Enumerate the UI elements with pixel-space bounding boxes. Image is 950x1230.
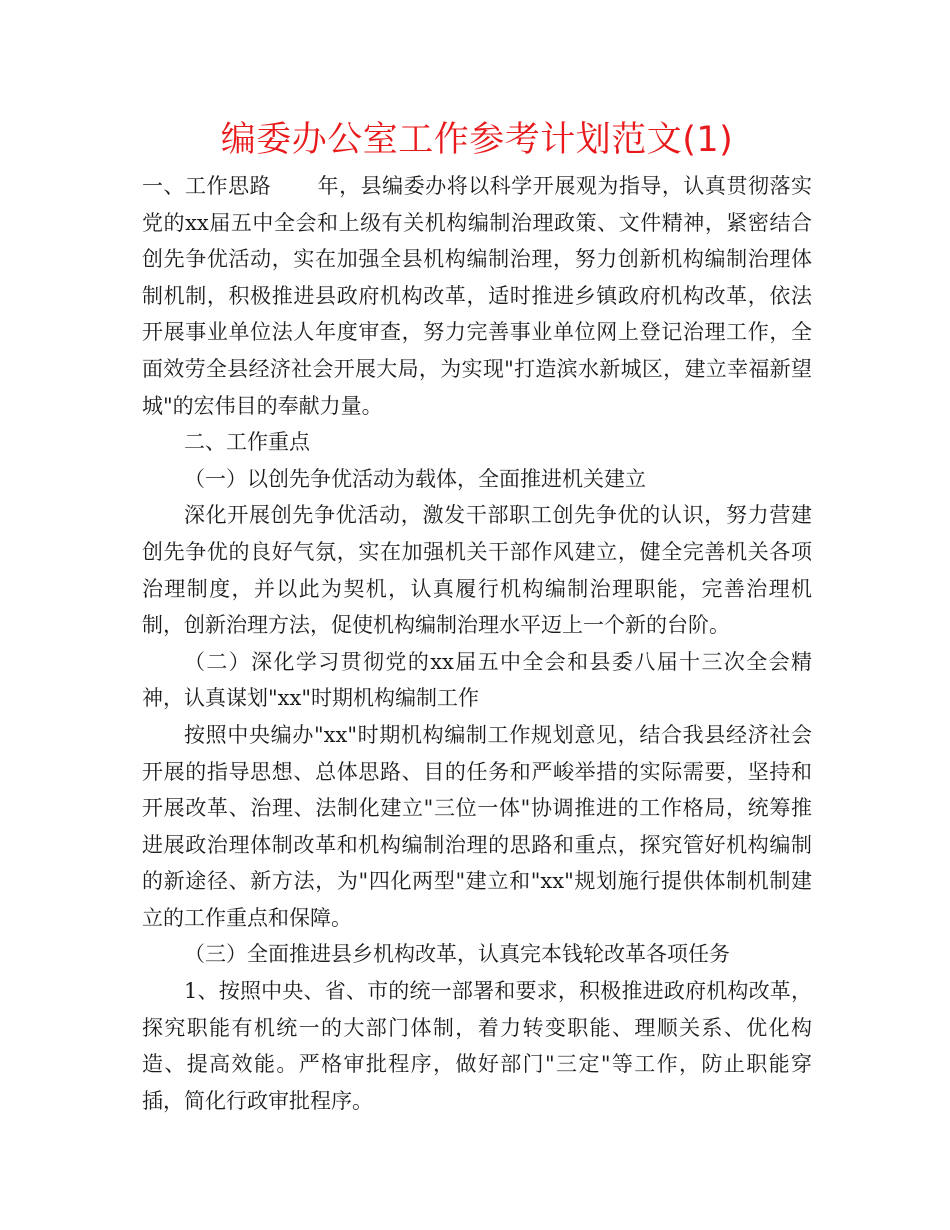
intro-paragraph [142, 168, 812, 424]
subsection-heading-3: （三）全面推进县乡机构改革，认真完本钱轮改革各项任务 [184, 942, 730, 967]
body-paragraph-1: 深化开展创先争优活动，激发干部职工创先争优的认识，努力营建创先争优的良好气氛，实在加强机关干部作风建立，健全完善机关各项治理制度，并以此为契机，认真履行机构编制治理职能，完善治理机制，创新治理方法，促使机构编制治理水平迈上一个新的台阶。 [142, 503, 812, 638]
body-paragraph-3: 1、按照中央、省、市的统一部署和要求，积极推进政府机构改革，探究职能有机统一的大部门体制，着力转变职能、理顺关系、优化构造、提高效能。严格审批程序，做好部门"三定"等工作，防止职能穿插，简化行政审批程序。 [142, 979, 812, 1113]
intro-text: 年，县编委办将以科学开展观为指导，认真贯彻落实党的xx届五中全会和上级有关机构编制治理政策、文件精神，紧密结合创先争优活动，实在加强全县机构编制治理，努力创新机构编制治理体制机制，积极推进县政府机构改革，适时推进乡镇政府机构改革，依法开展事业单位法人年度审查，努力完善事业单位网上登记治理工作，全面效劳全县经济社会开展大局，为实现"打造滨水新城区，建立幸福新望城"的宏伟目的奉献力量。 [142, 174, 813, 418]
subsection-heading-1: （一）以创先争优活动为载体，全面推进机关建立 [184, 466, 646, 491]
subsection-heading-2: （二）深化学习贯彻党的xx届五中全会和县委八届十三次全会精神，认真谋划"xx"时期机构编制工作 [142, 649, 812, 711]
document-page [142, 118, 812, 1119]
intro-heading: 一、工作思路 [142, 174, 272, 198]
section-heading-key-work: 二、工作重点 [184, 430, 310, 455]
body-paragraph-2: 按照中央编办"xx"时期机构编制工作规划意见，结合我县经济社会开展的指导思想、总体思路、目的任务和严峻举措的实际需要，坚持和开展改革、治理、法制化建立"三位一体"协调推进的工作格局，统筹推进展政治理体制改革和机构编制治理的思路和重点，探究管好机构编制的新途径、新方法，为"四化两型"建立和"xx"规划施行提供体制机制建立的工作重点和保障。 [142, 722, 812, 930]
document-title: 编委办公室工作参考计划范文(1) [220, 120, 734, 160]
